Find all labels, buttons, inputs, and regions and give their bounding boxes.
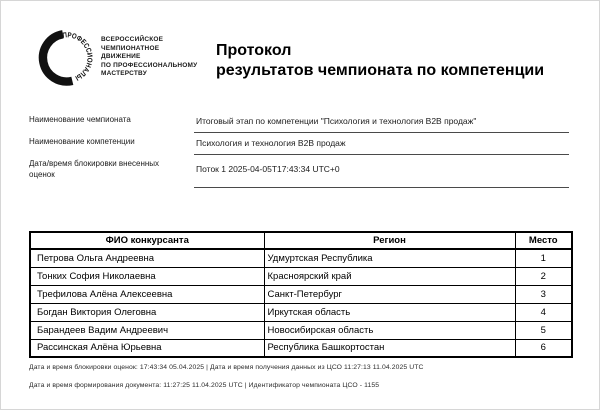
org-line: ВСЕРОССИЙСКОЕ [101,36,164,43]
meta-row-competence [29,133,569,155]
title-line-1: Протокол [216,42,292,59]
cell-place: 3 [515,285,572,303]
cell-region: Удмуртская Республика [264,249,515,267]
cell-name: Трефилова Алёна Алексеевна [30,285,264,303]
cell-region: Красноярский край [264,267,515,285]
logo-arc [43,34,72,81]
column-header-region: Регион [264,232,515,249]
professionals-logo-icon [32,20,102,94]
meta-row-lock-datetime [29,155,569,188]
cell-place: 5 [515,321,572,339]
footer-generated-datetime-and-id: Дата и время формирования документа: 11:27:25 11.04.2025 UTC | Идентификатор чемпионата ЦСО - 1155 [29,382,380,389]
table-row [30,249,572,267]
org-line: ДВИЖЕНИЕ [101,53,141,61]
cell-region: Санкт-Петербург [264,285,515,303]
table-row [30,339,572,357]
meta-value: Итоговый этап по компетенции "Психология и технология B2B продаж" [194,111,569,133]
org-line: ПО ПРОФЕССИОНАЛЬНОМУ [101,61,198,69]
cell-name: Петрова Ольга Андреевна [30,249,264,267]
cell-place: 4 [515,303,572,321]
table-row [30,285,572,303]
column-header-place: Место [515,232,572,249]
meta-value: Психология и технология B2B продаж [194,133,569,155]
column-header-name: ФИО конкурсанта [30,232,264,249]
page-title [216,41,544,81]
table-row [30,267,572,285]
meta-label: Наименование компетенции [29,137,135,146]
cell-place: 6 [515,339,572,357]
org-line: МАСТЕРСТВУ [101,70,147,78]
results-table [29,231,573,358]
footer-lock-and-received-datetime: Дата и время блокировки оценок: 17:43:34 05.04.2025 | Дата и время получения данных из ЦСО 11:27:13 11.04.2025 UTC [29,364,424,371]
cell-name: Барандеев Вадим Андреевич [30,321,264,339]
cell-place: 2 [515,267,572,285]
meta-label: Дата/время блокировки внесенных оценок [29,159,160,179]
meta-row-championship [29,111,569,133]
cell-place: 1 [515,249,572,267]
title-line-2: результатов чемпионата по компетенции [216,62,545,79]
cell-region: Иркутская область [264,303,515,321]
org-line: ЧЕМПИОНАТНОЕ [101,44,160,52]
meta-label: Наименование чемпионата [29,115,131,124]
table-header-row [30,232,572,249]
table-row [30,303,572,321]
meta-value: Поток 1 2025-04-05T17:43:34 UTC+0 [194,155,569,188]
table-row [30,321,572,339]
meta-section [29,111,569,188]
cell-region: Республика Башкортостан [264,339,515,357]
cell-name: Богдан Виктория Олеговна [30,303,264,321]
org-name-block [101,36,211,79]
cell-name: Рассинская Алёна Юрьевна [30,339,264,357]
logo-curved-text: ПРОФЕССИОНАЛЫ [61,30,95,84]
cell-name: Тонких София Николаевна [30,267,264,285]
cell-region: Новосибирская область [264,321,515,339]
